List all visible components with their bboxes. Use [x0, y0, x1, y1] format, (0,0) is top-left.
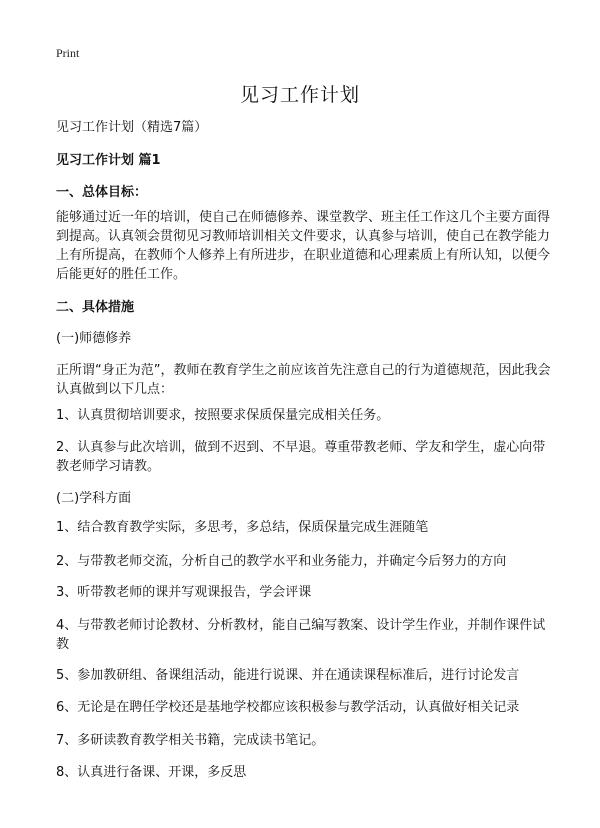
list-item-ethics-1: 1、认真贯彻培训要求，按照要求保质保量完成相关任务。	[56, 408, 390, 423]
list-item-subject-7: 7、多研读教育教学相关书籍，完成读书笔记。	[56, 733, 325, 748]
list-item-subject-5: 5、参加教研组、备课组活动，能进行说课、并在通读课程标准后，进行讨论发言	[56, 668, 520, 683]
list-item-subject-6: 6、无论是在聘任学校还是基地学校都应该积极参与教学活动，认真做好相关记录	[56, 700, 520, 715]
subheading-subject: (二)学科方面	[56, 491, 132, 506]
section-title: 见习工作计划 篇1	[56, 153, 161, 168]
list-item-ethics-2: 2、认真参与此次培训，做到不迟到、不早退。尊重带教老师、学友和学生，虚心向带教老师学习请教。	[56, 440, 546, 474]
list-item-subject-8: 8、认真进行备课、开课，多反思	[56, 765, 247, 780]
list-item-subject-3: 3、听带教老师的课并写观课报告，学会评课	[56, 585, 312, 600]
list-item-subject-2: 2、与带教老师交流，分析自己的教学水平和业务能力，并确定今后努力的方向	[56, 554, 507, 569]
print-label[interactable]: Print	[56, 46, 80, 60]
list-item-subject-4: 4、与带教老师讨论教材、分析教材，能自己编写教案、设计学生作业，并制作课件试教	[56, 618, 546, 652]
heading-measures: 二、具体措施	[56, 300, 135, 315]
paragraph-ethics: 正所谓“身正为范”，教师在教育学生之前应该首先注意自己的行为道德规范，因此我会认真做到以下几点：	[56, 363, 551, 397]
subheading-ethics: (一)师德修养	[56, 331, 132, 346]
subtitle: 见习工作计划（精选7篇）	[56, 120, 208, 135]
heading-goal: 一、总体目标：	[56, 185, 148, 200]
paragraph-goal: 能够通过近一年的培训，使自己在师德修养、课堂教学、班主任工作这几个主要方面得到提高。认真领会贯彻见习教师培训相关文件要求，认真参与培训，使自己在教学能力上有所提高，在教师个人修养上有所进步，在职业道德和心理素质上有所认知，以便今后能更好的胜任工作。	[56, 210, 551, 282]
page-title: 见习工作计划	[239, 84, 360, 106]
list-item-subject-1: 1、结合教育教学实际，多思考，多总结，保质保量完成生涯随笔	[56, 520, 429, 535]
